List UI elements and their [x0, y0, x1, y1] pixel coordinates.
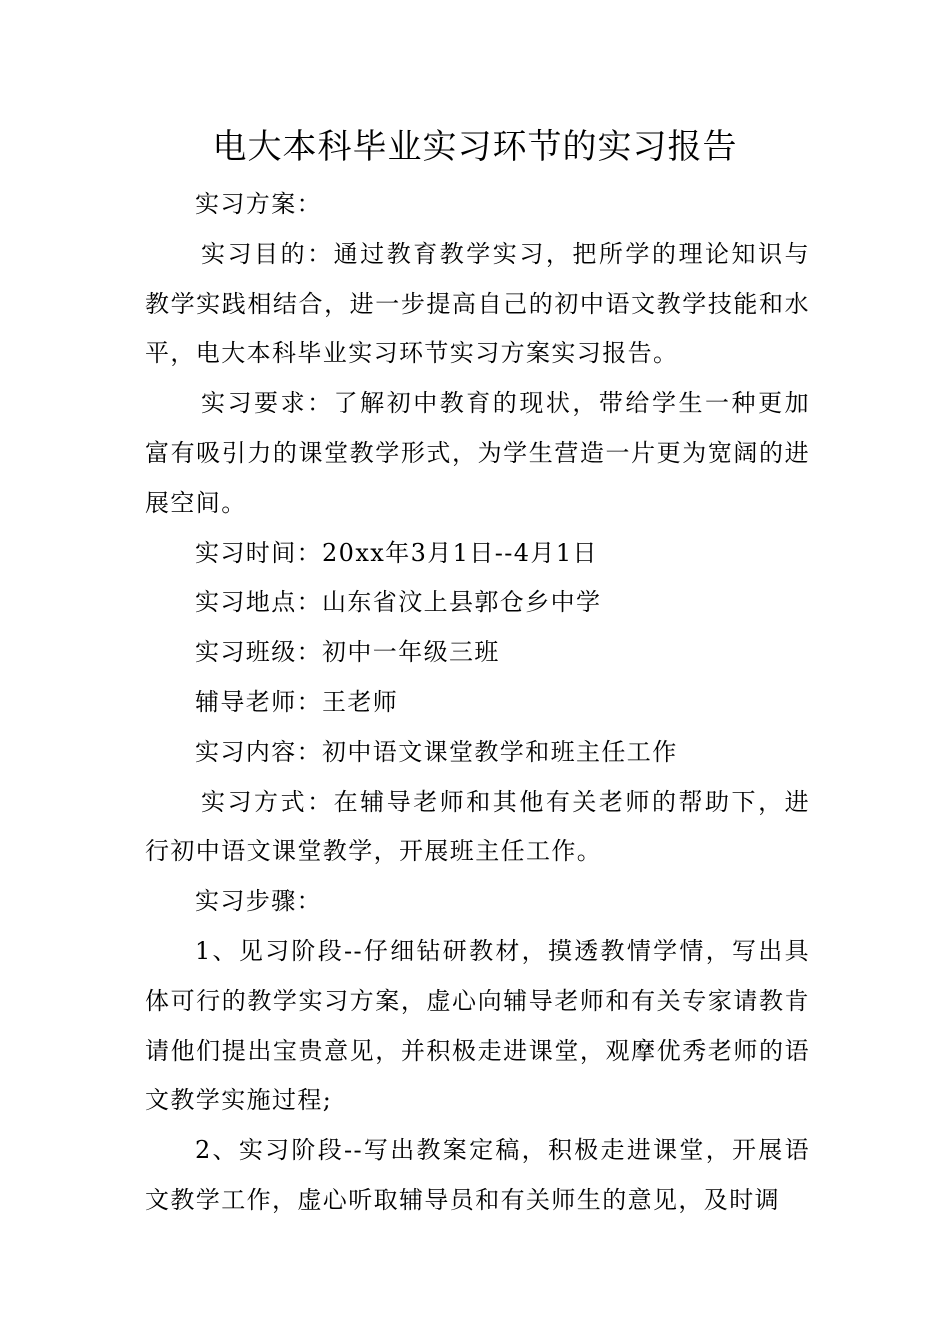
- paragraph-plan-heading: 实习方案：: [195, 190, 322, 218]
- document-body: [145, 180, 810, 1226]
- paragraph-class: 实习班级：初中一年级三班: [195, 638, 500, 667]
- paragraph-time: 实习时间：20xx年3月1日--4月1日: [195, 538, 598, 567]
- paragraph-purpose: 实习目的：通过教育教学实习，把所学的理论知识与教学实践相结合，进一步提高自己的初中语文教学技能和水平，电大本科毕业实习环节实习方案实习报告。: [145, 239, 810, 368]
- paragraph-tutor: 辅导老师：王老师: [195, 687, 399, 716]
- paragraph-requirements: 实习要求：了解初中教育的现状，带给学生一种更加富有吸引力的课堂教学形式，为学生营造一片更为宽阔的进展空间。: [145, 389, 810, 517]
- paragraph-step-2: 2、实习阶段--写出教案定稿，积极走进课堂，开展语文教学工作，虚心听取辅导员和有关师生的意见，及时调: [145, 1136, 810, 1214]
- paragraph-step-1: 1、见习阶段--仔细钻研教材，摸透教情学情，写出具体可行的教学实习方案，虚心向辅导老师和有关专家请教肯请他们提出宝贵意见，并积极走进课堂，观摩优秀老师的语文教学实施过程;: [145, 936, 810, 1115]
- paragraph-steps-heading: 实习步骤：: [195, 887, 322, 916]
- paragraph-content: 实习内容：初中语文课堂教学和班主任工作: [195, 737, 678, 766]
- document-title: 电大本科毕业实习环节的实习报告: [212, 127, 738, 167]
- paragraph-location: 实习地点：山东省汶上县郭仓乡中学: [195, 588, 602, 617]
- paragraph-method: 实习方式：在辅导老师和其他有关老师的帮助下，进行初中语文课堂教学，开展班主任工作。: [145, 787, 810, 866]
